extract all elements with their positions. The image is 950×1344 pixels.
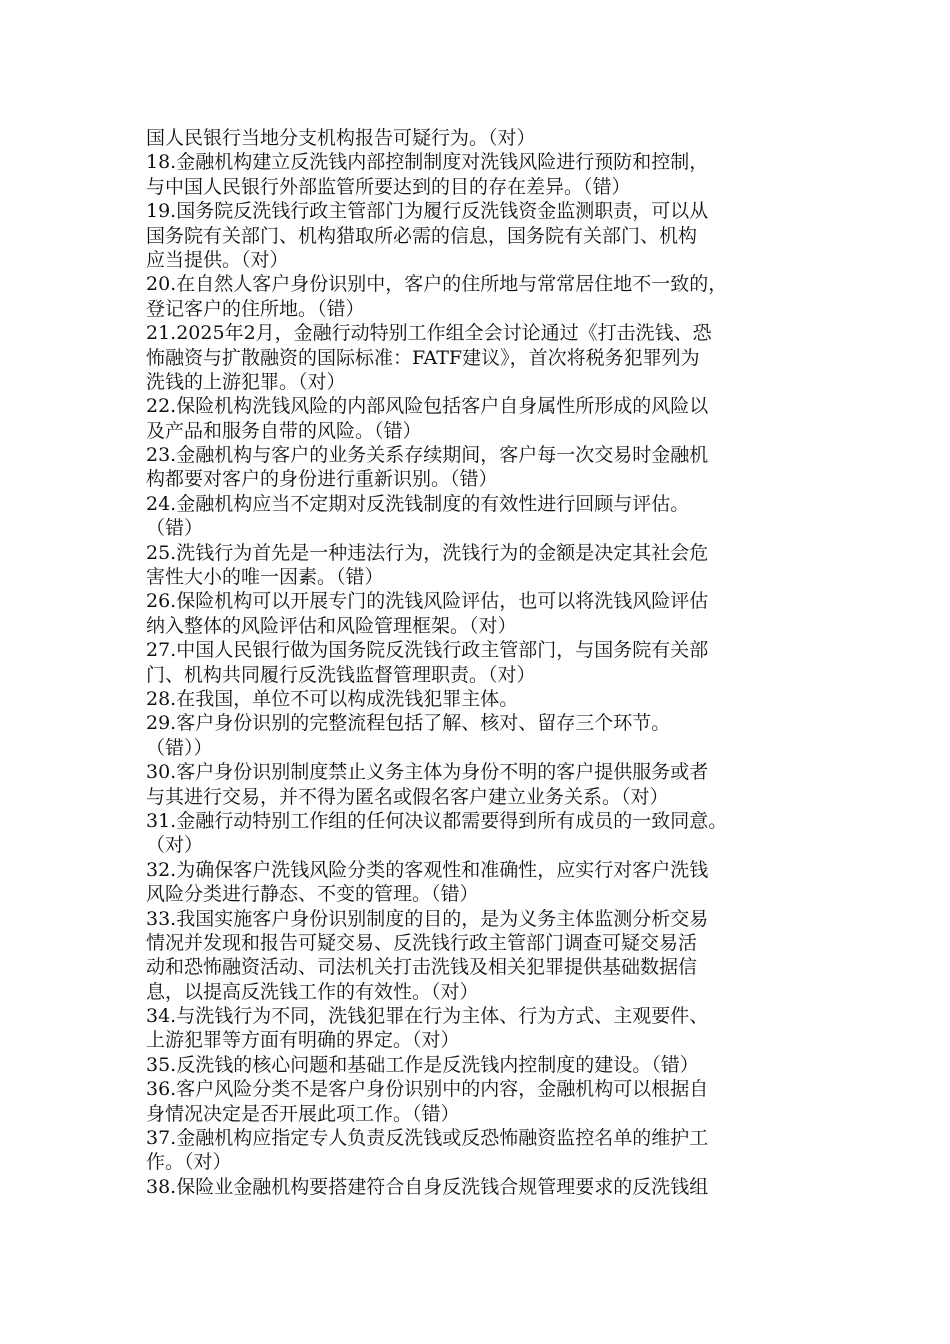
text-line: 34.与洗钱行为不同，洗钱犯罪在行为主体、行为方式、主观要件、 [146,1005,709,1028]
text-line: 21.2025年2月，金融行动特别工作组全会讨论通过《打击洗钱、恐 [146,322,712,345]
text-line: 洗钱的上游犯罪。（对） [146,370,346,393]
text-line: 息，以提高反洗钱工作的有效性。（对） [146,980,479,1003]
text-line: 37.金融机构应指定专人负责反洗钱或反恐怖融资监控名单的维护工 [146,1127,709,1150]
text-line: 情况并发现和报告可疑交易、反洗钱行政主管部门调查可疑交易活 [146,931,698,954]
text-line: 作。（对） [146,1151,232,1174]
text-line: 33.我国实施客户身份识别制度的目的，是为义务主体监测分析交易 [146,907,709,930]
text-line: 24.金融机构应当不定期对反洗钱制度的有效性进行回顾与评估。 [146,492,690,515]
text-line: 与其进行交易，并不得为匿名或假名客户建立业务关系。（对） [146,785,669,808]
text-line: 风险分类进行静态、不变的管理。（错） [146,883,479,906]
text-line: 身情况决定是否开展此项工作。（错） [146,1102,460,1125]
text-line: 31.金融行动特别工作组的任何决议都需要得到所有成员的一致同意。 [146,809,728,832]
text-line: 登记客户的住所地。（错） [146,297,365,320]
document-body [146,126,836,1199]
text-line: 20.在自然人客户身份识别中，客户的住所地与常常居住地不一致的， [146,273,728,296]
text-line: 25.洗钱行为首先是一种违法行为，洗钱行为的金额是决定其社会危 [146,541,709,564]
text-line: 国人民银行当地分支机构报告可疑行为。（对） [146,127,536,149]
text-line: 23.金融机构与客户的业务关系存续期间，客户每一次交易时金融机 [146,444,709,467]
text-line: 国务院有关部门、机构猎取所必需的信息，国务院有关部门、机构 [146,224,698,247]
text-line: 32.为确保客户洗钱风险分类的客观性和准确性，应实行对客户洗钱 [146,858,709,881]
text-line: 门、机构共同履行反洗钱监督管理职责。（对） [146,663,536,686]
text-line: 35.反洗钱的核心问题和基础工作是反洗钱内控制度的建设。（错） [146,1053,699,1076]
text-line: 动和恐怖融资活动、司法机关打击洗钱及相关犯罪提供基础数据信 [146,956,698,979]
text-line: 与中国人民银行外部监管所要达到的目的存在差异。（错） [146,175,631,198]
text-line: 36.客户风险分类不是客户身份识别中的内容，金融机构可以根据自 [146,1078,709,1101]
text-line: （对） [146,834,204,857]
text-line: （错） [146,517,204,540]
text-line: 19.国务院反洗钱行政主管部门为履行反洗钱资金监测职责，可以从 [146,200,709,223]
text-line: 29.客户身份识别的完整流程包括了解、核对、留存三个环节。 [146,712,671,735]
text-line: 上游犯罪等方面有明确的界定。（对） [146,1029,460,1052]
text-line: 怖融资与扩散融资的国际标准：FATF建议》，首次将税务犯罪列为 [146,346,700,369]
text-line: 害性大小的唯一因素。（错） [146,566,384,589]
text-line: 30.客户身份识别制度禁止义务主体为身份不明的客户提供服务或者 [146,761,709,784]
text-line: 27.中国人民银行做为国务院反洗钱行政主管部门，与国务院有关部 [146,639,709,662]
text-line: 及产品和服务自带的风险。（错） [146,419,422,442]
text-line: （错）） [146,736,213,759]
text-line: 26.保险机构可以开展专门的洗钱风险评估，也可以将洗钱风险评估 [146,590,709,613]
text-line: 28.在我国，单位不可以构成洗钱犯罪主体。 [146,687,519,710]
text-line: 构都要对客户的身份进行重新识别。（错） [146,468,498,491]
text-line: 纳入整体的风险评估和风险管理框架。（对） [146,614,517,637]
text-line: 38.保险业金融机构要搭建符合自身反洗钱合规管理要求的反洗钱组 [146,1175,709,1198]
text-line: 应当提供。（对） [146,248,289,271]
text-line: 18.金融机构建立反洗钱内部控制制度对洗钱风险进行预防和控制， [146,151,709,174]
text-line: 22.保险机构洗钱风险的内部风险包括客户自身属性所形成的风险以 [146,395,709,418]
